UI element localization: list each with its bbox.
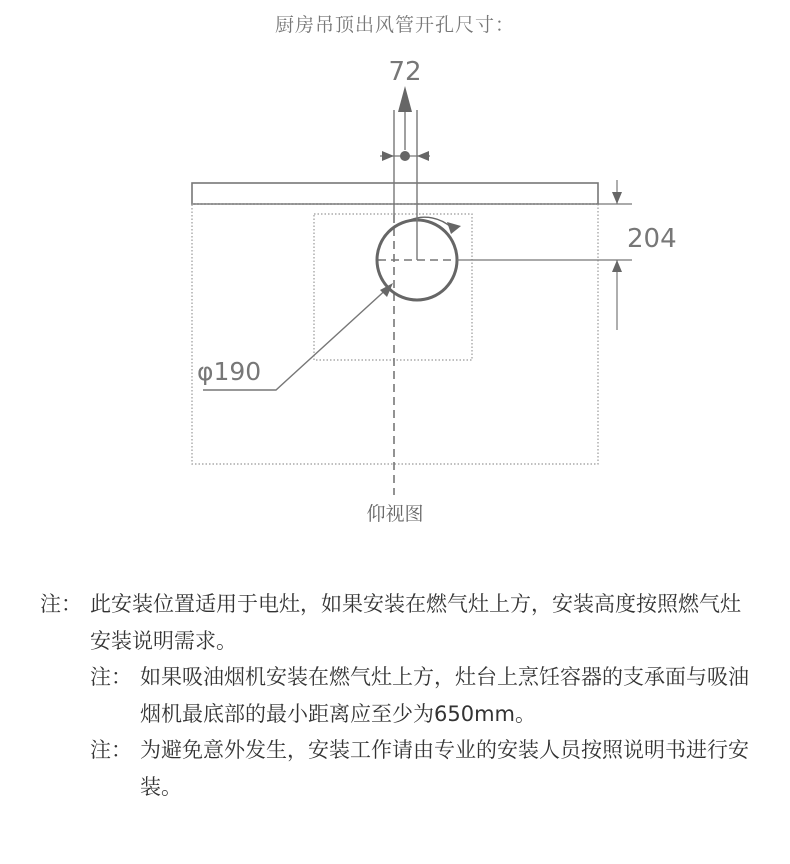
height-arrow-top-icon xyxy=(612,192,622,204)
note-1-prefix: 注： xyxy=(40,592,82,616)
ceiling-outline xyxy=(192,204,598,464)
notes-section xyxy=(40,586,760,805)
height-label: 204 xyxy=(627,224,677,254)
note-2-text: 如果吸油烟机安装在燃气灶上方，灶台上烹饪容器的支承面与吸油烟机最底部的最小距离应至少为650mm。 xyxy=(140,665,749,726)
note-3 xyxy=(40,732,760,805)
width-arrow-left-icon xyxy=(382,151,394,161)
page-title: 厨房吊顶出风管开孔尺寸： xyxy=(274,14,515,36)
height-arrow-bottom-icon xyxy=(612,260,622,272)
width-arrow-right-icon xyxy=(417,151,429,161)
width-center-dot xyxy=(400,151,410,161)
note-2 xyxy=(40,659,760,732)
note-3-prefix: 注： xyxy=(90,738,132,762)
ceiling-board xyxy=(192,183,598,204)
width-label: 72 xyxy=(388,57,422,87)
diameter-label: φ190 xyxy=(197,357,262,386)
note-1-text: 此安装位置适用于电灶，如果安装在燃气灶上方，安装高度按照燃气灶安装说明需求。 xyxy=(90,592,741,653)
up-arrow-icon xyxy=(398,86,412,112)
note-3-text: 为避免意外发生，安装工作请由专业的安装人员按照说明书进行安装。 xyxy=(140,738,749,799)
note-1 xyxy=(40,586,760,659)
note-2-prefix: 注： xyxy=(90,665,132,689)
view-caption: 仰视图 xyxy=(366,503,424,525)
